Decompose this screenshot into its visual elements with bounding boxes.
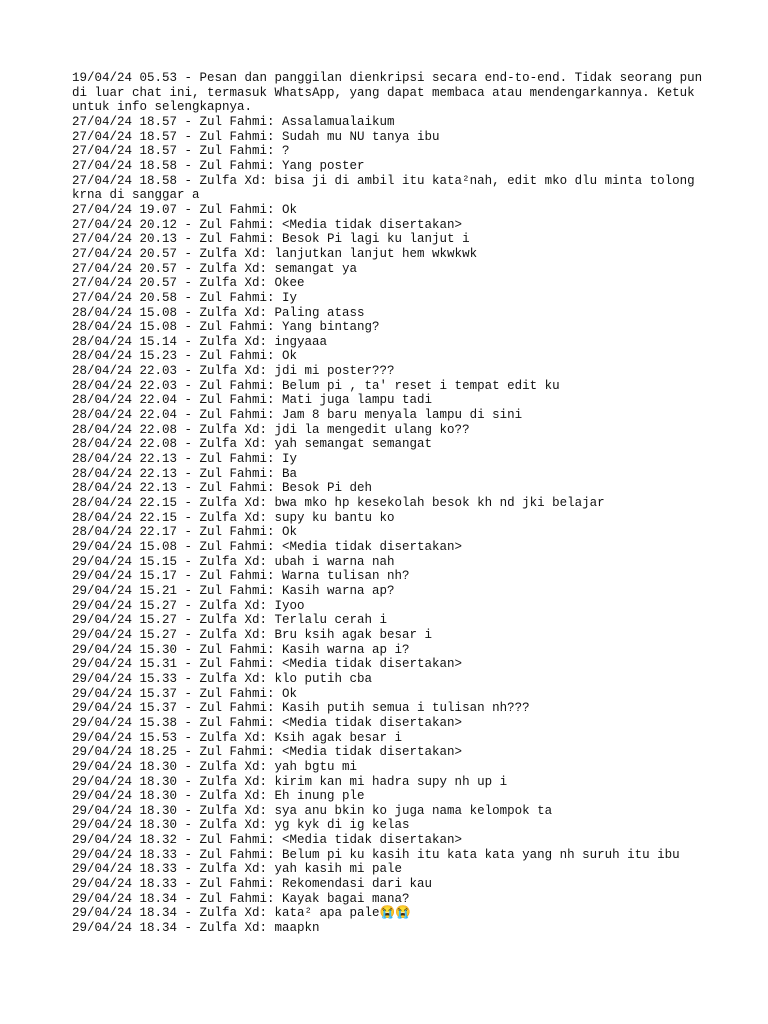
chat-message-line: 29/04/24 15.33 - Zulfa Xd: klo putih cba xyxy=(72,671,373,686)
chat-message-line: 28/04/24 22.15 - Zulfa Xd: bwa mko hp kesekolah besok kh nd jki belajar xyxy=(72,496,605,511)
chat-message-line: 28/04/24 22.08 - Zulfa Xd: yah semangat semangat xyxy=(72,437,433,452)
chat-message-line: 29/04/24 15.53 - Zulfa Xd: Ksih agak besar i xyxy=(72,730,403,745)
chat-message-line: 27/04/24 20.58 - Zul Fahmi: Iy xyxy=(72,290,298,305)
chat-message-line: 29/04/24 18.33 - Zul Fahmi: Belum pi ku kasih itu kata kata yang nh suruh itu ibu xyxy=(72,847,680,862)
chat-message-line: 29/04/24 15.21 - Zul Fahmi: Kasih warna ap? xyxy=(72,583,395,598)
chat-message-line: 29/04/24 18.32 - Zul Fahmi: <Media tidak disertakan> xyxy=(72,833,463,848)
chat-message-line: 28/04/24 22.08 - Zulfa Xd: jdi la mengedit ulang ko?? xyxy=(72,422,470,437)
chat-message-line: 29/04/24 15.27 - Zulfa Xd: Terlalu cerah i xyxy=(72,613,388,628)
chat-message-line: 29/04/24 18.34 - Zulfa Xd: kata² apa pale😭😭 xyxy=(72,906,411,921)
chat-message-line: 27/04/24 18.57 - Zul Fahmi: Assalamualaikum xyxy=(72,114,395,129)
chat-message-line: 27/04/24 19.07 - Zul Fahmi: Ok xyxy=(72,202,298,217)
chat-message-line: 29/04/24 15.08 - Zul Fahmi: <Media tidak disertakan> xyxy=(72,540,463,554)
chat-message-line: 28/04/24 22.13 - Zul Fahmi: Besok Pi deh xyxy=(72,481,373,496)
chat-message-line: 27/04/24 20.57 - Zulfa Xd: semangat ya xyxy=(72,261,358,276)
chat-message-line: 28/04/24 22.13 - Zul Fahmi: Iy xyxy=(72,452,298,467)
chat-message-line: 29/04/24 15.31 - Zul Fahmi: <Media tidak disertakan> xyxy=(72,657,463,672)
chat-message-line: 29/04/24 15.17 - Zul Fahmi: Warna tulisan nh? xyxy=(72,569,410,584)
chat-message-line: 29/04/24 15.27 - Zulfa Xd: Bru ksih agak besar i xyxy=(72,627,433,642)
chat-message-line: 27/04/24 20.12 - Zul Fahmi: <Media tidak disertakan> xyxy=(72,217,463,232)
chat-message-line: 29/04/24 18.33 - Zul Fahmi: Rekomendasi dari kau xyxy=(72,877,433,892)
chat-message-line: 29/04/24 18.30 - Zulfa Xd: Eh inung ple xyxy=(72,789,365,804)
chat-message-line: 27/04/24 20.57 - Zulfa Xd: Okee xyxy=(72,276,305,291)
chat-message-line: 29/04/24 15.27 - Zulfa Xd: Iyoo xyxy=(72,598,305,613)
chat-message-line: 29/04/24 18.34 - Zul Fahmi: Kayak bagai mana? xyxy=(72,891,410,906)
chat-message-line: 29/04/24 18.30 - Zulfa Xd: yg kyk di ig kelas xyxy=(72,818,410,833)
chat-message-line: 27/04/24 20.13 - Zul Fahmi: Besok Pi lagi ku lanjut i xyxy=(72,232,470,247)
chat-message-line: 28/04/24 15.08 - Zul Fahmi: Yang bintang? xyxy=(72,320,380,335)
chat-message-line: 28/04/24 15.23 - Zul Fahmi: Ok xyxy=(72,349,298,364)
chat-message-line: 29/04/24 18.25 - Zul Fahmi: <Media tidak disertakan> xyxy=(72,745,463,760)
chat-export-document xyxy=(72,71,712,936)
chat-message-line: 28/04/24 15.08 - Zulfa Xd: Paling atass xyxy=(72,305,365,320)
chat-message-line: 29/04/24 18.30 - Zulfa Xd: kirim kan mi hadra supy nh up i xyxy=(72,774,508,789)
chat-message-line: 29/04/24 15.15 - Zulfa Xd: ubah i warna nah xyxy=(72,554,395,569)
chat-message-line: 29/04/24 15.38 - Zul Fahmi: <Media tidak disertakan> xyxy=(72,715,463,730)
chat-message-line: 28/04/24 22.04 - Zul Fahmi: Jam 8 baru menyala lampu di sini xyxy=(72,408,523,423)
chat-message-line: 27/04/24 18.57 - Zul Fahmi: Sudah mu NU tanya ibu xyxy=(72,129,440,144)
chat-message-line: 29/04/24 15.37 - Zul Fahmi: Ok xyxy=(72,686,298,701)
chat-message-line: 28/04/24 22.15 - Zulfa Xd: supy ku bantu ko xyxy=(72,510,395,525)
system-notice-line: 19/04/24 05.53 - Pesan dan panggilan dienkripsi secara end-to-end. Tidak seorang pun di luar chat ini, termasuk WhatsApp, yang dapat membaca atau mendengarkannya. Ketuk untuk info selengkapnya. xyxy=(72,71,710,115)
chat-message-line: 29/04/24 18.34 - Zulfa Xd: maapkn xyxy=(72,921,320,936)
chat-message-line: 28/04/24 15.14 - Zulfa Xd: ingyaaa xyxy=(72,334,328,349)
chat-message-line: 28/04/24 22.03 - Zul Fahmi: Belum pi , ta' reset i tempat edit ku xyxy=(72,378,560,393)
chat-message-line: 29/04/24 18.30 - Zulfa Xd: yah bgtu mi xyxy=(72,759,358,774)
chat-message-line: 29/04/24 15.37 - Zul Fahmi: Kasih putih semua i tulisan nh??? xyxy=(72,701,530,716)
chat-message-line: 28/04/24 22.13 - Zul Fahmi: Ba xyxy=(72,466,298,481)
chat-message-line: 28/04/24 22.03 - Zulfa Xd: jdi mi poster??? xyxy=(72,364,395,379)
chat-message-line: 27/04/24 20.57 - Zulfa Xd: lanjutkan lanjut hem wkwkwk xyxy=(72,246,478,261)
chat-message-line: 27/04/24 18.58 - Zulfa Xd: bisa ji di ambil itu kata²nah, edit mko dlu minta tolong krna di sanggar a xyxy=(72,173,703,203)
chat-message-line: 28/04/24 22.04 - Zul Fahmi: Mati juga lampu tadi xyxy=(72,393,433,408)
chat-message-line: 29/04/24 18.30 - Zulfa Xd: sya anu bkin ko juga nama kelompok ta xyxy=(72,803,553,818)
chat-message-line: 28/04/24 22.17 - Zul Fahmi: Ok xyxy=(72,525,298,540)
chat-message-line: 27/04/24 18.58 - Zul Fahmi: Yang poster xyxy=(72,158,365,173)
chat-message-line: 29/04/24 15.30 - Zul Fahmi: Kasih warna ap i? xyxy=(72,642,410,657)
chat-message-line: 29/04/24 18.33 - Zulfa Xd: yah kasih mi pale xyxy=(72,862,403,877)
chat-message-line: 27/04/24 18.57 - Zul Fahmi: ? xyxy=(72,144,290,159)
